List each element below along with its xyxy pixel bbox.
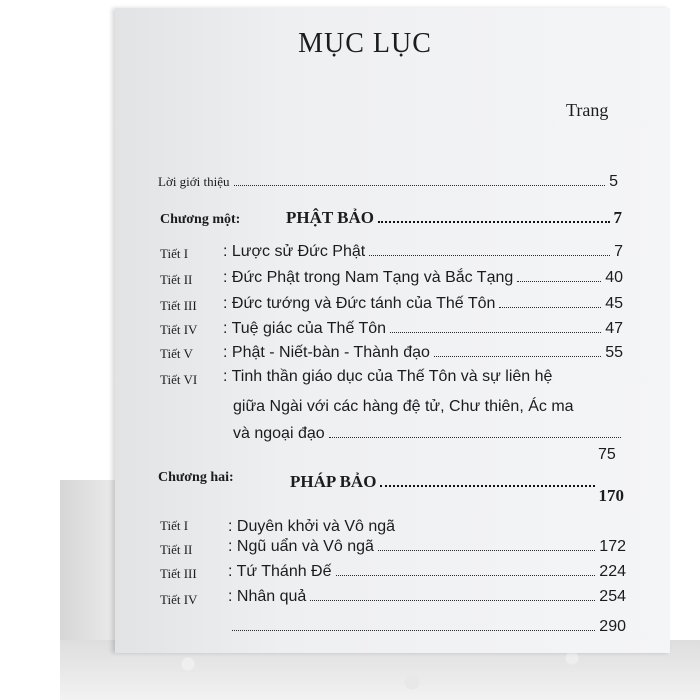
section-number: Tiết IV <box>160 322 198 337</box>
section-number: Tiết III <box>160 566 197 581</box>
section-title: : Tuệ giác của Thế Tôn <box>223 320 387 337</box>
toc-section-row <box>223 320 623 338</box>
toc-section-row <box>228 563 626 581</box>
section-title: : Ngũ uẩn và Vô ngã <box>228 538 374 555</box>
dot-leader <box>434 355 601 357</box>
toc-intro-page: 5 <box>609 173 618 190</box>
page-column-label: Trang <box>566 100 609 120</box>
section-number: Tiết II <box>160 542 193 557</box>
chapter-page: 7 <box>613 208 622 227</box>
dot-leader <box>378 549 595 551</box>
section-number: Tiết III <box>160 298 197 313</box>
dot-leader <box>369 254 610 256</box>
section-page: 45 <box>605 295 623 312</box>
section-number: Tiết VI <box>160 372 198 387</box>
section-title-line: và ngoại đạo <box>233 425 325 442</box>
toc-section-row <box>223 295 623 313</box>
chapter-label: Chương hai: <box>158 470 234 485</box>
section-title: : Duyên khởi và Vô ngã <box>228 518 396 535</box>
section-number: Tiết I <box>160 518 189 533</box>
section-title: : Đức Phật trong Nam Tạng và Bắc Tạng <box>223 269 514 286</box>
page-title: MỤC LỤC <box>298 28 432 59</box>
section-page: 47 <box>605 320 623 337</box>
dot-leader <box>499 306 601 308</box>
toc-section-row <box>228 588 626 606</box>
chapter-title: PHẬT BẢO <box>286 208 375 227</box>
toc-intro-row <box>158 173 618 191</box>
chapter-label: Chương một: <box>160 212 241 227</box>
dot-leader <box>378 220 609 223</box>
chapter-row <box>158 470 624 505</box>
section-title: : Phật - Niết-bàn - Thành đạo <box>223 344 430 361</box>
section-number: Tiết II <box>160 272 193 287</box>
section-title: : Tinh thần giáo dục của Thế Tôn và sự liên hệ <box>223 368 553 385</box>
dot-leader <box>336 574 596 576</box>
dot-leader <box>310 599 595 601</box>
dot-leader <box>329 436 621 438</box>
toc-section-row <box>228 538 626 556</box>
toc-section-row <box>223 269 623 287</box>
dot-leader <box>234 184 606 186</box>
toc-section-row <box>233 425 625 443</box>
chapter-title: PHÁP BẢO <box>290 472 377 491</box>
dot-leader <box>380 484 594 487</box>
chapter-row <box>160 208 622 228</box>
section-title: : Tứ Thánh Đế <box>228 563 332 580</box>
section-title: : Lược sử Đức Phật <box>223 243 366 260</box>
chapter-page: 170 <box>598 486 624 505</box>
section-page: 172 <box>599 538 626 555</box>
section-page: 254 <box>599 588 626 605</box>
toc-intro-label: Lời giới thiệu <box>158 174 230 189</box>
toc-section-row <box>223 344 623 362</box>
section-title-line: giữa Ngài với các hàng đệ tử, Chư thiên, Ác ma <box>233 398 574 415</box>
dot-leader <box>232 629 595 631</box>
section-title: : Đức tướng và Đức tánh của Thế Tôn <box>223 295 496 312</box>
section-title: : Nhân quả <box>228 588 307 605</box>
section-page: 7 <box>614 243 623 260</box>
dot-leader <box>517 280 601 282</box>
section-number: Tiết IV <box>160 592 198 607</box>
section-page: 40 <box>605 269 623 286</box>
section-page: 290 <box>599 618 626 635</box>
section-page: 224 <box>599 563 626 580</box>
toc-section-row <box>228 618 626 636</box>
toc-section-row <box>223 243 623 261</box>
section-number: Tiết V <box>160 346 193 361</box>
section-page: 75 <box>598 446 616 463</box>
section-page: 55 <box>605 344 623 361</box>
dot-leader <box>390 331 601 333</box>
section-number: Tiết I <box>160 246 189 261</box>
